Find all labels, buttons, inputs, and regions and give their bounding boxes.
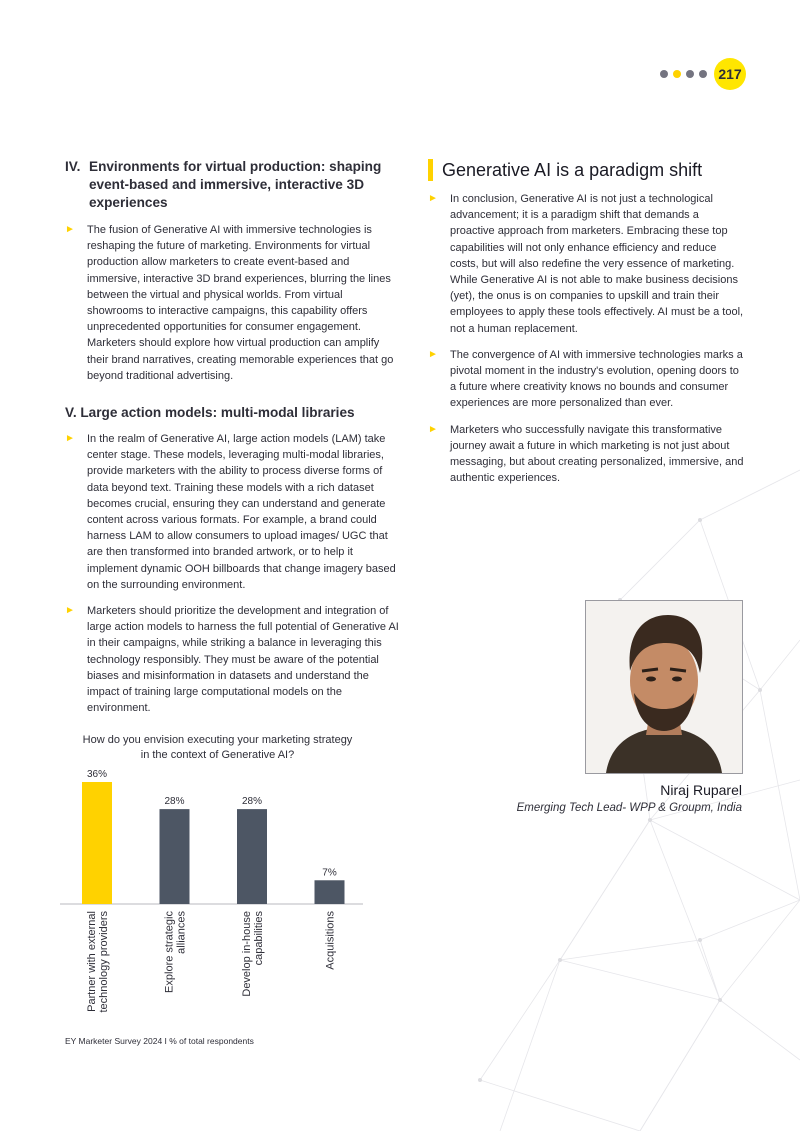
- conclusion-heading-text: Generative AI is a paradigm shift: [442, 160, 703, 180]
- data-label-0: 36%: [86, 769, 108, 780]
- category-label-2: [241, 911, 265, 997]
- category-label-line: Develop in-house: [241, 911, 253, 997]
- author-photo: [585, 600, 743, 774]
- bullet-paragraph: ► The convergence of AI with immersive technologies marks a pivotal moment in the industry's evolution, opening doors to a future where creativity knows no bounds and consumer experiences are more personalized than ever.: [428, 347, 746, 412]
- page-dot: [699, 70, 707, 78]
- bullet-paragraph: ► In conclusion, Generative AI is not just a technological advancement; it is a paradigm shift that demands a proactive approach from marketers. Embracing these top capabilities will not only enhance efficiency and reduce costs, but will also redefine the very essence of marketing. While Generative AI is not able to make business decisions (yet), the onus is on companies to upskill and train their employees to apply these tools effectively. AI must be a tool, not a human replacement.: [428, 191, 746, 337]
- section-heading-v: V. Large action models: multi-modal libraries: [65, 405, 355, 421]
- page-dot-active: [673, 70, 681, 78]
- bullet-paragraph: ► In the realm of Generative AI, large action models (LAM) take center stage. These models, leveraging multi-modal libraries, provide marketers with the ability to process diverse forms of data beyond text. Training these models with a rich dataset becomes crucial, ensuring they can understand and generate content across various formats. For example, a brand could harness LAM to allow consumers to upload images/ UGC that are then transformed into branded artwork, or to help it implement dynamic OOH billboards that change imagery based on the surrounding environment.: [65, 431, 399, 593]
- chart-title: How do you envision executing your marketing strategy in the context of Generative AI?: [82, 734, 353, 761]
- category-label-line: technology providers: [98, 911, 110, 1013]
- data-label-2: 28%: [241, 796, 263, 808]
- portrait-image: [586, 601, 742, 773]
- page-number: 217: [714, 58, 746, 90]
- category-label-0: [86, 911, 110, 1013]
- bar-0: [82, 782, 112, 904]
- bar-3: [315, 880, 345, 904]
- accent-bar: [428, 159, 433, 181]
- data-label-1: 28%: [164, 796, 185, 808]
- page-dot: [660, 70, 668, 78]
- source-note: EY Marketer Survey 2024 I % of total respondents: [65, 1036, 254, 1046]
- category-label-line: Acquisitions: [324, 911, 337, 970]
- author-name: Niraj Ruparel: [660, 782, 742, 798]
- category-label-line: capabilities: [253, 911, 265, 966]
- section-iv-bullets: [65, 222, 399, 384]
- bullet-paragraph: ► Marketers who successfully navigate this transformative journey await a future in which marketing is not just about messaging, but about creating personalized, immersive, and authentic experiences.: [428, 422, 746, 487]
- bullet-paragraph: ► The fusion of Generative AI with immersive technologies is reshaping the future of marketing. Environments for virtual production allow marketers to create event-based and immersive, interactive 3D brand experiences, blurring the lines between the virtual and physical worlds. From virtual showrooms to interactive campaigns, this capability offers unprecedented opportunities for consumer engagement. Marketers should explore how virtual production can amplify their brand narratives, creating memorable experiences that go beyond traditional advertising.: [65, 222, 399, 384]
- page-indicator: [660, 58, 746, 90]
- bar-2: [237, 809, 267, 904]
- section-number: IV.: [65, 159, 81, 174]
- author-role: Emerging Tech Lead- WPP & Groupm, India: [516, 802, 742, 814]
- left-column: [65, 158, 399, 716]
- right-column: [428, 158, 746, 486]
- category-label-line: Partner with external: [86, 911, 98, 1012]
- conclusion-bullets: [428, 191, 746, 486]
- page-dot: [686, 70, 694, 78]
- section-v-bullets: [65, 431, 399, 716]
- category-label-1: [164, 911, 188, 993]
- category-label-line: alliances: [175, 911, 188, 954]
- bullet-paragraph: ► Marketers should prioritize the development and integration of large action models to harness the full potential of Generative AI in their campaigns, while striking a balance in leveraging this technology responsibly. They must be aware of the potential biases and misinformation in datasets and understand the impact of training large computational models on the environment.: [65, 603, 399, 716]
- section-title: Environments for virtual production: shaping event-based and immersive, interactive 3D experiences: [89, 159, 382, 210]
- section-heading-iv: [65, 158, 399, 212]
- category-label-3: [325, 911, 337, 970]
- bar-1: [160, 809, 190, 904]
- category-label-line: Explore strategic: [163, 911, 176, 993]
- bar-chart: [60, 760, 370, 1030]
- conclusion-heading: [428, 158, 746, 182]
- data-label-3: 7%: [322, 867, 337, 879]
